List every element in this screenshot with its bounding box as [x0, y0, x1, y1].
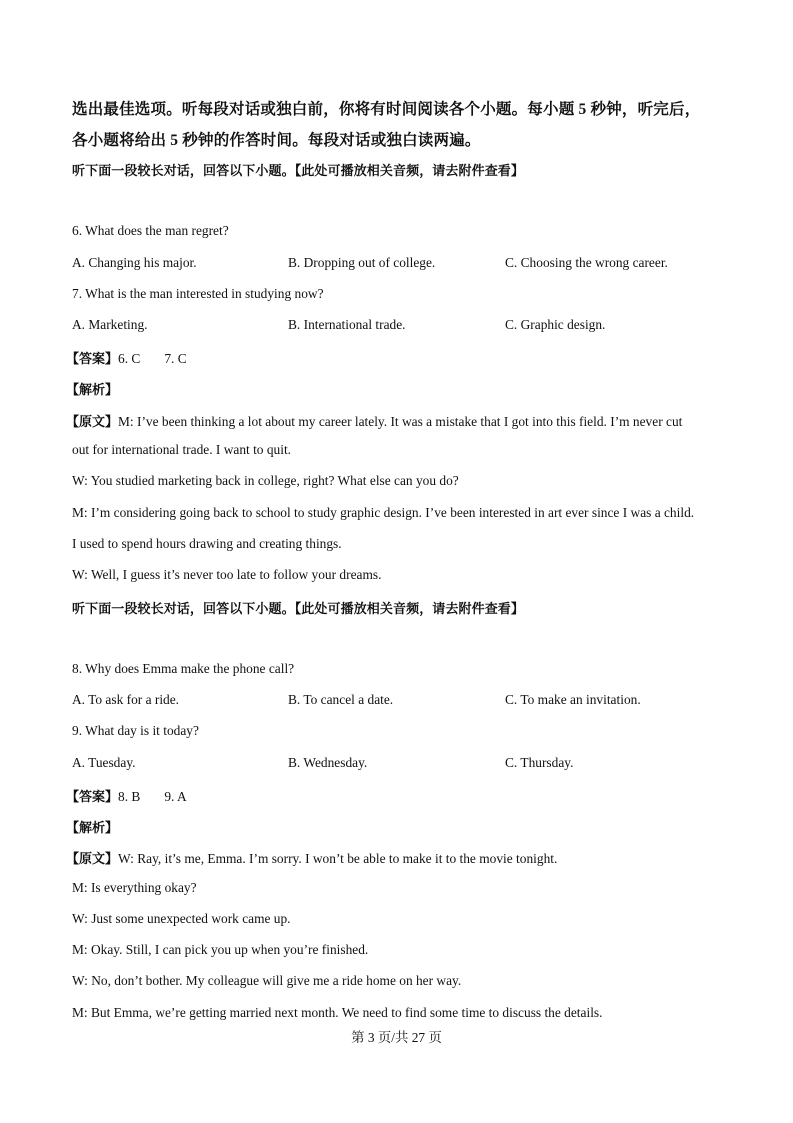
section1-transcript-line-5: I used to spend hours drawing and creating things. [72, 536, 342, 551]
q7-option-c: C. Graphic design. [505, 317, 606, 332]
q7-option-a: A. Marketing. [72, 317, 148, 332]
section2-transcript-line-6: M: But Emma, we’re getting married next month. We need to find some time to discuss the details. [72, 1005, 603, 1020]
section1-instruction: 听下面一段较长对话，回答以下小题。【此处可播放相关音频，请去附件查看】 [72, 164, 525, 179]
section1-transcript-line-1 [66, 411, 682, 430]
analysis-tag: 【解析】 [66, 821, 119, 836]
section2-transcript-line-5: W: No, don’t bother. My colleague will give me a ride home on her way. [72, 973, 462, 988]
section2-instruction: 听下面一段较长对话，回答以下小题。【此处可播放相关音频，请去附件查看】 [72, 602, 525, 617]
q6-option-c: C. Choosing the wrong career. [505, 255, 668, 270]
original-tag: 【原文】 [66, 852, 119, 867]
q9-option-b: B. Wednesday. [288, 755, 368, 770]
page-footer: 第 3 页/共 27 页 [351, 1030, 442, 1045]
q9-option-a: A. Tuesday. [72, 755, 136, 770]
answer-8: 8. B [118, 789, 141, 804]
section1-transcript-line-6: W: Well, I guess it’s never too late to follow your dreams. [72, 567, 382, 582]
q6-option-a: A. Changing his major. [72, 255, 197, 270]
intro-line-1: 选出最佳选项。听每段对话或独白前，你将有时间阅读各个小题。每小题 5 秒钟，听完后， [72, 101, 701, 118]
section1-transcript-line-3: W: You studied marketing back in college, right? What else can you do? [72, 473, 459, 488]
original-tag: 【原文】 [66, 415, 119, 430]
analysis-tag: 【解析】 [66, 383, 119, 398]
answer-7: 7. C [164, 351, 187, 366]
section1-analysis [66, 379, 118, 398]
section2-transcript-line-1 [66, 848, 557, 867]
question-8: 8. Why does Emma make the phone call? [72, 661, 295, 676]
section1-answer [66, 348, 187, 367]
intro-line-2: 各小题将给出 5 秒钟的作答时间。每段对话或独白读两遍。 [72, 132, 481, 149]
q9-option-c: C. Thursday. [505, 755, 574, 770]
section2-analysis [66, 817, 118, 836]
q8-option-c: C. To make an invitation. [505, 692, 641, 707]
answer-9: 9. A [164, 789, 187, 804]
answer-tag: 【答案】 [66, 352, 119, 367]
section1-transcript-line-4: M: I’m considering going back to school to study graphic design. I’ve been interested in art ever since I was a child. [72, 505, 695, 520]
q7-option-b: B. International trade. [288, 317, 406, 332]
section2-transcript-line-3: W: Just some unexpected work came up. [72, 911, 291, 926]
section1-transcript-line-2: out for international trade. I want to quit. [72, 442, 292, 457]
question-7: 7. What is the man interested in studying now? [72, 286, 324, 301]
transcript-text: M: I’ve been thinking a lot about my career lately. It was a mistake that I got into this field. I’m never cut [118, 414, 683, 429]
q6-option-b: B. Dropping out of college. [288, 255, 436, 270]
question-6: 6. What does the man regret? [72, 223, 229, 238]
section2-answer [66, 786, 187, 805]
answer-6: 6. C [118, 351, 141, 366]
answer-tag: 【答案】 [66, 790, 119, 805]
transcript-text: W: Ray, it’s me, Emma. I’m sorry. I won’t be able to make it to the movie tonight. [118, 851, 558, 866]
section2-transcript-line-4: M: Okay. Still, I can pick you up when you’re finished. [72, 942, 369, 957]
question-9: 9. What day is it today? [72, 723, 199, 738]
q8-option-b: B. To cancel a date. [288, 692, 394, 707]
section2-transcript-line-2: M: Is everything okay? [72, 880, 197, 895]
q8-option-a: A. To ask for a ride. [72, 692, 180, 707]
